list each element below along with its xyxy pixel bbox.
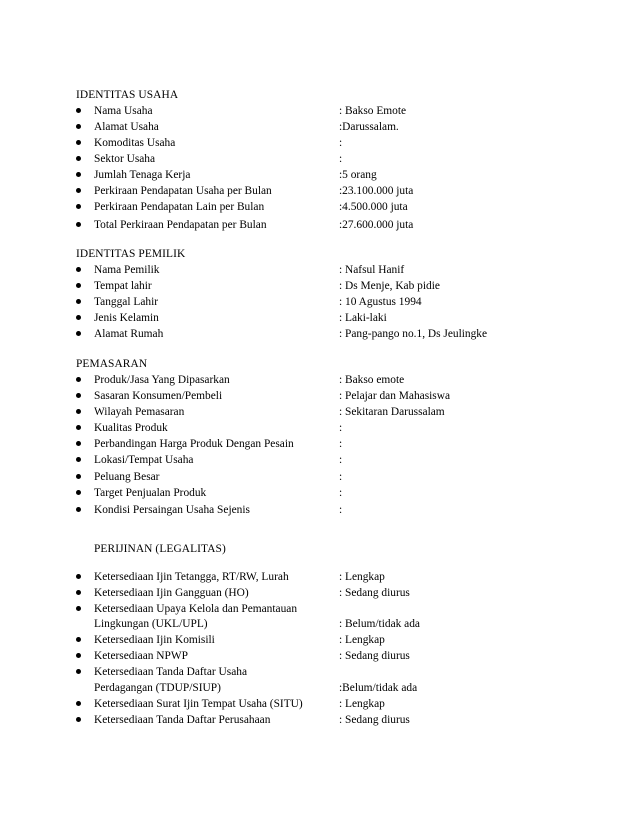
item-label: Perkiraan Pendapatan Usaha per Bulan <box>94 185 272 197</box>
section-heading: PEMASARAN <box>76 358 148 370</box>
item-label: Ketersediaan Ijin Tetangga, RT/RW, Lurah <box>94 571 289 583</box>
list-item <box>76 153 596 167</box>
item-label: Perdagangan (TDUP/SIUP) <box>94 682 221 694</box>
item-label: Alamat Rumah <box>94 328 164 340</box>
item-label: Ketersediaan Tanda Daftar Usaha <box>94 666 248 678</box>
item-label: Ketersediaan Ijin Komisili <box>94 634 215 646</box>
item-label: Wilayah Pemasaran <box>94 406 185 418</box>
item-value: : <box>339 454 343 466</box>
bullet-icon <box>76 204 81 209</box>
item-value: : Lengkap <box>339 634 385 646</box>
list-item <box>76 264 596 278</box>
bullet-icon <box>76 637 81 642</box>
list-item <box>76 714 596 728</box>
item-label: Lingkungan (UKL/UPL) <box>94 618 208 630</box>
list-item <box>76 201 596 215</box>
bullet-icon <box>76 574 81 579</box>
item-value: : Sedang diurus <box>339 714 410 726</box>
bullet-icon <box>76 409 81 414</box>
list-item <box>76 169 596 183</box>
list-item <box>76 219 596 233</box>
item-value: : Lengkap <box>339 571 385 583</box>
bullet-icon <box>76 441 81 446</box>
item-label: Ketersediaan Tanda Daftar Perusahaan <box>94 714 271 726</box>
item-value: : Pelajar dan Mahasiswa <box>339 390 451 402</box>
list-item <box>76 137 596 151</box>
list-item <box>76 438 596 452</box>
list-item <box>76 666 596 680</box>
bullet-icon <box>76 701 81 706</box>
item-value: : <box>339 504 343 516</box>
item-label: Peluang Besar <box>94 471 160 483</box>
item-label: Kondisi Persaingan Usaha Sejenis <box>94 504 250 516</box>
bullet-icon <box>76 331 81 336</box>
item-label: Tanggal Lahir <box>94 296 159 308</box>
bullet-icon <box>76 156 81 161</box>
list-item <box>76 280 596 294</box>
item-label: Target Penjualan Produk <box>94 487 207 499</box>
item-value: : Lengkap <box>339 698 385 710</box>
item-label: Alamat Usaha <box>94 121 159 133</box>
bullet-icon <box>76 188 81 193</box>
list-item <box>76 185 596 199</box>
bullet-icon <box>76 299 81 304</box>
item-value: :Belum/tidak ada <box>339 682 418 694</box>
list-item <box>76 587 596 601</box>
item-value: : <box>339 153 343 165</box>
list-item <box>76 312 596 326</box>
item-value: : Sekitaran Darussalam <box>339 406 445 418</box>
bullet-icon <box>76 606 81 611</box>
item-label: Sektor Usaha <box>94 153 156 165</box>
list-item <box>76 296 596 310</box>
item-value: :Darussalam. <box>339 121 399 133</box>
bullet-icon <box>76 490 81 495</box>
item-label: Lokasi/Tempat Usaha <box>94 454 194 466</box>
bullet-icon <box>76 717 81 722</box>
item-value: : <box>339 422 343 434</box>
item-value: : <box>339 487 343 499</box>
item-label: Jumlah Tenaga Kerja <box>94 169 191 181</box>
item-value: : <box>339 137 343 149</box>
list-item-continuation <box>76 618 596 632</box>
item-value: : Laki-laki <box>339 312 387 324</box>
item-label: Produk/Jasa Yang Dipasarkan <box>94 374 230 386</box>
section-heading: IDENTITAS PEMILIK <box>76 248 186 260</box>
item-label: Nama Usaha <box>94 105 153 117</box>
bullet-icon <box>76 283 81 288</box>
item-label: Komoditas Usaha <box>94 137 176 149</box>
bullet-icon <box>76 377 81 382</box>
list-item <box>76 121 596 135</box>
bullet-icon <box>76 124 81 129</box>
list-item <box>76 390 596 404</box>
item-value: : Belum/tidak ada <box>339 618 420 630</box>
list-item <box>76 504 596 518</box>
list-item <box>76 634 596 648</box>
list-item <box>76 454 596 468</box>
list-item <box>76 487 596 501</box>
item-value: :23.100.000 juta <box>339 185 414 197</box>
bullet-icon <box>76 267 81 272</box>
item-label: Tempat lahir <box>94 280 152 292</box>
bullet-icon <box>76 669 81 674</box>
list-item <box>76 698 596 712</box>
item-value: : Bakso emote <box>339 374 405 386</box>
bullet-icon <box>76 590 81 595</box>
list-item-continuation <box>76 682 596 696</box>
list-item <box>76 105 596 119</box>
bullet-icon <box>76 507 81 512</box>
item-label: Perbandingan Harga Produk Dengan Pesain <box>94 438 294 450</box>
item-value: : Bakso Emote <box>339 105 407 117</box>
bullet-icon <box>76 425 81 430</box>
bullet-icon <box>76 457 81 462</box>
bullet-icon <box>76 108 81 113</box>
section-heading: PERIJINAN (LEGALITAS) <box>94 543 226 555</box>
bullet-icon <box>76 140 81 145</box>
list-item <box>76 328 596 342</box>
bullet-icon <box>76 222 81 227</box>
list-item <box>76 422 596 436</box>
item-value: : Ds Menje, Kab pidie <box>339 280 440 292</box>
item-value: : <box>339 438 343 450</box>
list-item <box>76 650 596 664</box>
item-label: Total Perkiraan Pendapatan per Bulan <box>94 219 267 231</box>
bullet-icon <box>76 315 81 320</box>
item-value: : Sedang diurus <box>339 650 410 662</box>
bullet-icon <box>76 172 81 177</box>
item-value: : Nafsul Hanif <box>339 264 405 276</box>
item-label: Ketersediaan Surat Ijin Tempat Usaha (SITU) <box>94 698 303 710</box>
item-value: : 10 Agustus 1994 <box>339 296 422 308</box>
item-value: :5 orang <box>339 169 377 181</box>
item-value: : <box>339 471 343 483</box>
item-value: : Sedang diurus <box>339 587 410 599</box>
item-value: : Pang-pango no.1, Ds Jeulingke <box>339 328 488 340</box>
item-value: :27.600.000 juta <box>339 219 414 231</box>
list-item <box>76 374 596 388</box>
bullet-icon <box>76 474 81 479</box>
item-label: Sasaran Konsumen/Pembeli <box>94 390 223 402</box>
bullet-icon <box>76 653 81 658</box>
item-label: Nama Pemilik <box>94 264 160 276</box>
item-value: :4.500.000 juta <box>339 201 408 213</box>
item-label: Ketersediaan Ijin Gangguan (HO) <box>94 587 249 599</box>
list-item <box>76 571 596 585</box>
list-item <box>76 603 596 617</box>
item-label: Ketersediaan NPWP <box>94 650 188 662</box>
section-heading: IDENTITAS USAHA <box>76 89 179 101</box>
list-item <box>76 471 596 485</box>
item-label: Jenis Kelamin <box>94 312 159 324</box>
item-label: Ketersediaan Upaya Kelola dan Pemantauan <box>94 603 298 615</box>
item-label: Perkiraan Pendapatan Lain per Bulan <box>94 201 265 213</box>
item-label: Kualitas Produk <box>94 422 168 434</box>
bullet-icon <box>76 393 81 398</box>
list-item <box>76 406 596 420</box>
